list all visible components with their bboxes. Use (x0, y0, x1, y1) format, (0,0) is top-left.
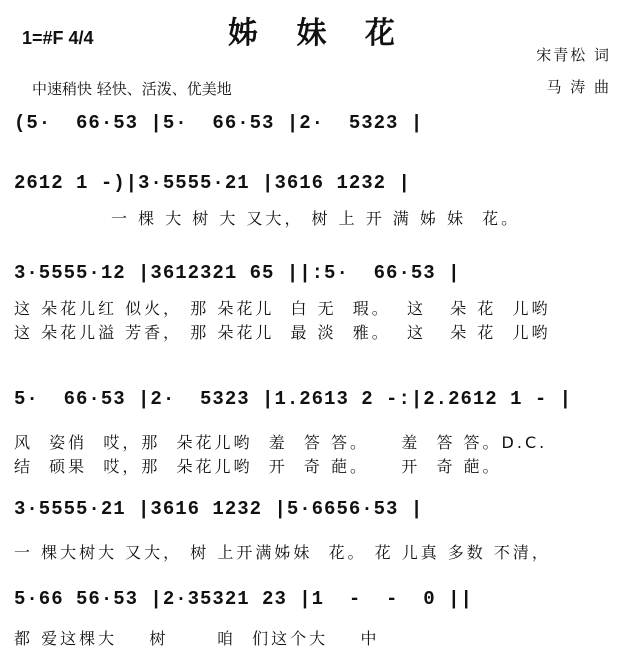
staff-line-5 (0, 498, 637, 562)
notation-line: 3·5555·12 |3612321 65 ||:5· 66·53 | (14, 262, 461, 284)
lyric-line: 都 爱这棵大 树 咱 们这个大 中 (14, 629, 380, 648)
tempo-marking: 中速稍快 轻快、活泼、优美地 (32, 80, 232, 98)
notation-line: (5· 66·53 |5· 66·53 |2· 5323 | (14, 112, 424, 134)
composer-credit: 马 涛 曲 (546, 78, 611, 96)
notation-line: 5·66 56·53 |2·35321 23 |1 - - 0 || (14, 588, 473, 610)
notation-line: 2612 1 -)|3·5555·21 |3616 1232 | (14, 172, 411, 194)
lyric-line: 风 姿俏 哎，那 朵花儿哟 羞 答 答。 羞 答 答。D.C. (14, 433, 548, 452)
staff-line-1 (0, 112, 637, 160)
key-signature: 1=#F 4/4 (22, 28, 94, 48)
staff-line-2 (0, 172, 637, 228)
lyricist-credit: 宋青松 词 (536, 46, 611, 64)
notation-line: 3·5555·21 |3616 1232 |5·6656·53 | (14, 498, 424, 520)
lyric-line: 一 棵大树大 又大， 树 上开满姊妹 花。 花 儿真 多数 不清， (14, 543, 551, 562)
lyric-line: 一 棵 大 树 大 又大， 树 上 开 满 姊 妹 花。 (14, 209, 521, 228)
staff-line-6 (0, 588, 637, 648)
lyric-line: 结 硕果 哎，那 朵花儿哟 开 奇 葩。 开 奇 葩。 (14, 457, 502, 476)
staff-line-4 (0, 388, 637, 476)
lyric-line: 这 朵花儿溢 芳香， 那 朵花儿 最 淡 雅。 这 朵 花 儿哟 (14, 323, 551, 342)
lyric-line: 这 朵花儿红 似火， 那 朵花儿 白 无 瑕。 这 朵 花 儿哟 (14, 299, 551, 318)
song-title: 姊 妹 花 (228, 16, 409, 51)
staff-line-3 (0, 262, 637, 342)
notation-line: 5· 66·53 |2· 5323 |1.2613 2 -:|2.2612 1 - | (14, 388, 573, 410)
